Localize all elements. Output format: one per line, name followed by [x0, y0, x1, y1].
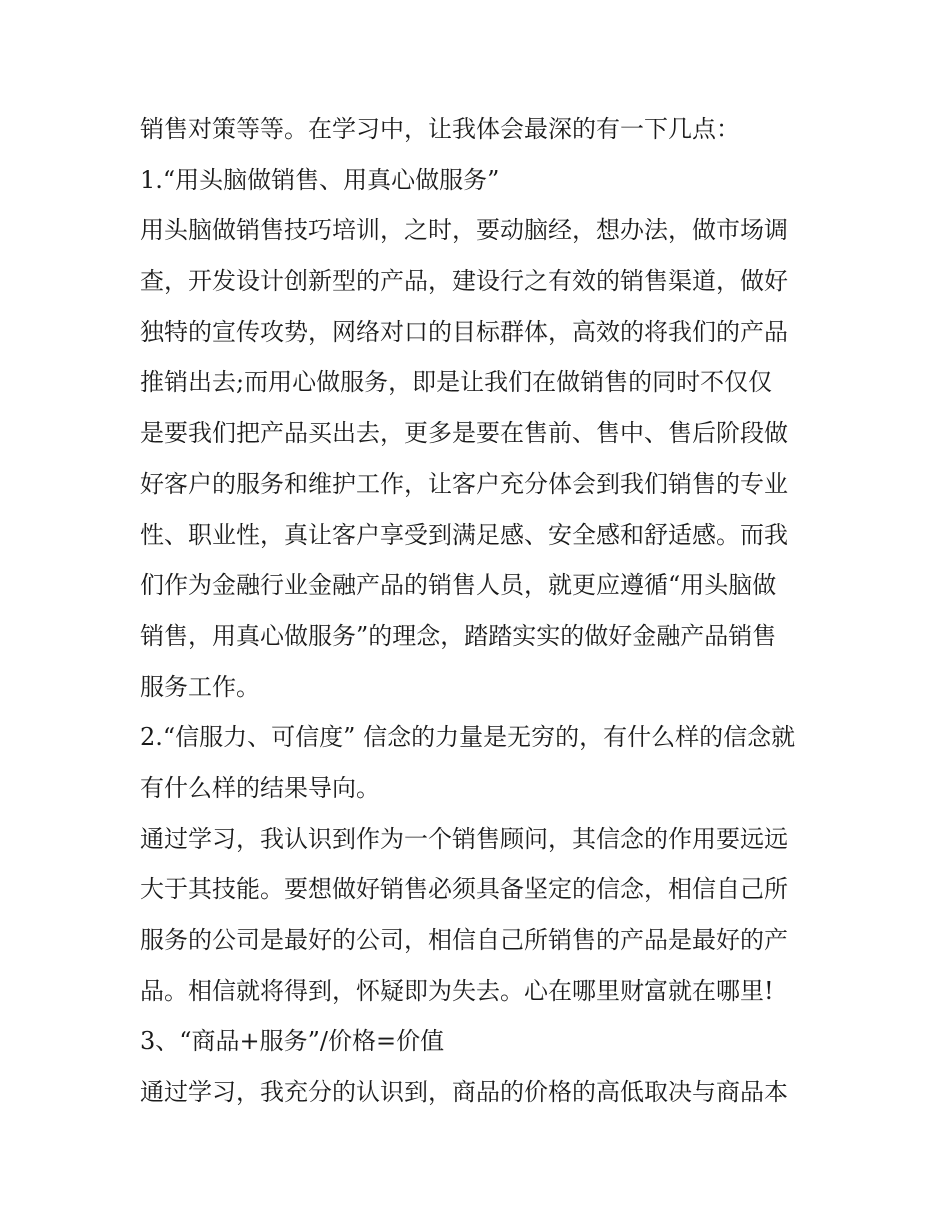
text-line: 服务工作。	[140, 672, 260, 701]
section-heading-1: 1.“用头脑做销售、用真心做服务”	[140, 165, 500, 194]
text-line: 好客户的服务和维护工作，让客户充分体会到我们销售的专业	[140, 469, 788, 498]
text-line: 大于其技能。要想做好销售必须具备坚定的信念，相信自己所	[140, 875, 788, 904]
text-line: 通过学习，我充分的认识到，商品的价格的高低取决与商品本	[140, 1078, 788, 1107]
text-line: 独特的宣传攻势，网络对口的目标群体，高效的将我们的产品	[140, 317, 788, 346]
text-line: 服务的公司是最好的公司，相信自己所销售的产品是最好的产	[140, 926, 788, 954]
text-line: 查，开发设计创新型的产品，建设行之有效的销售渠道，做好	[140, 267, 788, 296]
section-heading-2: 2.“信服力、可信度” 信念的力量是无穷的，有什么样的信念就	[140, 723, 796, 752]
text-line: 销售，用真心做服务”的理念，踏踏实实的做好金融产品销售	[140, 621, 777, 650]
text-line: 用头脑做销售技巧培训，之时，要动脑经，想办法，做市场调	[140, 216, 788, 245]
text-line: 推销出去;而用心做服务，即是让我们在做销售的同时不仅仅	[140, 368, 773, 397]
text-line: 是要我们把产品买出去，更多是要在售前、售中、售后阶段做	[140, 419, 788, 448]
text-line: 品。相信就将得到，怀疑即为失去。心在哪里财富就在哪里!	[140, 976, 774, 1005]
document-body	[140, 104, 815, 1118]
text-line: 性、职业性，真让客户享受到满足感、安全感和舒适感。而我	[140, 520, 788, 549]
text-line: 销售对策等等。在学习中，让我体会最深的有一下几点：	[140, 115, 740, 143]
text-line: 们作为金融行业金融产品的销售人员，就更应遵循“用头脑做	[140, 571, 777, 600]
text-line: 有什么样的结果导向。	[140, 773, 380, 802]
text-line: 通过学习，我认识到作为一个销售顾问，其信念的作用要远远	[140, 824, 788, 853]
section-heading-3: 3、“商品+服务”/价格=价值	[140, 1027, 445, 1056]
